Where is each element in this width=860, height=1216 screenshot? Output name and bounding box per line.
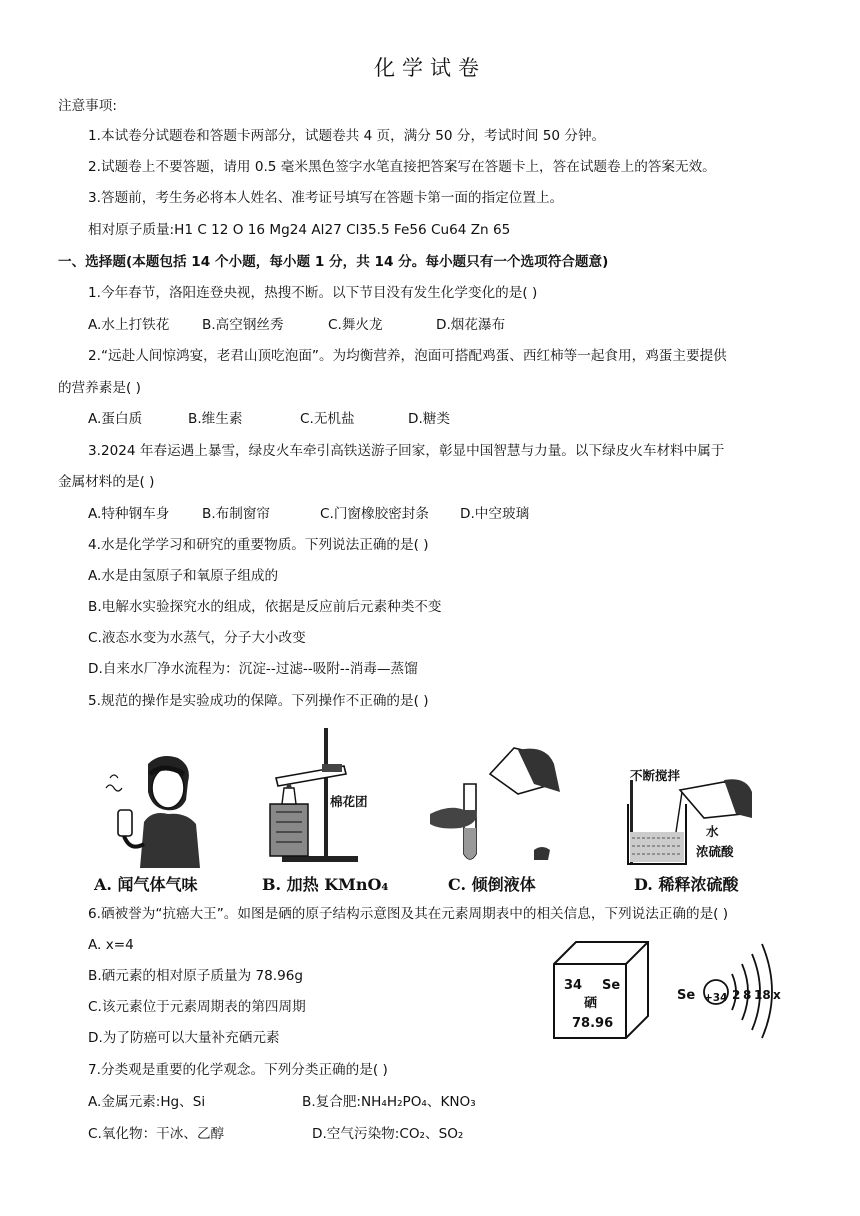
q2-option-c: C.无机盐 bbox=[300, 411, 355, 427]
notice-item-2: 2.试题卷上不要答题，请用 0.5 毫米黑色签字水笔直接把答案写在答题卡上，答在试题卷上的答案无效。 bbox=[88, 159, 716, 175]
q3-stem-line2: 金属材料的是( ) bbox=[58, 474, 155, 490]
q4-option-b: B.电解水实验探究水的组成，依据是反应前后元素种类不变 bbox=[88, 599, 442, 615]
acid-label: 浓硫酸 bbox=[696, 844, 734, 859]
q4-stem: 4.水是化学学习和研究的重要物质。下列说法正确的是( ) bbox=[88, 537, 429, 553]
shell-2: 8 bbox=[743, 988, 752, 1002]
q4-option-a: A.水是由氢原子和氧原子组成的 bbox=[88, 568, 279, 584]
q2-option-b: B.维生素 bbox=[188, 411, 243, 427]
shell-4: x bbox=[773, 988, 781, 1002]
atom-symbol: Se bbox=[677, 988, 696, 1003]
stir-label: 不断搅拌 bbox=[630, 768, 681, 783]
notice-item-1: 1.本试卷分试题卷和答题卡两部分，试题卷共 4 页，满分 50 分，考试时间 50 分钟。 bbox=[88, 128, 606, 144]
q5-caption-d: D. 稀释浓硫酸 bbox=[634, 875, 739, 894]
notice-heading: 注意事项: bbox=[58, 98, 117, 114]
q6-option-b: B.硒元素的相对原子质量为 78.96g bbox=[88, 968, 304, 984]
section-heading: 一、选择题(本题包括 14 个小题，每小题 1 分，共 14 分。每小题只有一个选项符合题意) bbox=[58, 254, 609, 270]
element-mass: 78.96 bbox=[572, 1016, 614, 1031]
notice-item-3: 3.答题前，考生务必将本人姓名、准考证号填写在答题卡第一面的指定位置上。 bbox=[88, 190, 564, 206]
dilute-acid-illustration bbox=[624, 778, 754, 868]
smell-gas-illustration bbox=[100, 752, 230, 868]
q6-option-c: C.该元素位于元素周期表的第四周期 bbox=[88, 999, 306, 1015]
q5-caption-b: B. 加热 KMnO₄ bbox=[262, 875, 389, 894]
water-label: 水 bbox=[706, 824, 719, 839]
q5-stem: 5.规范的操作是实验成功的保障。下列操作不正确的是( ) bbox=[88, 693, 429, 709]
cotton-label: 棉花团 bbox=[330, 794, 368, 809]
q1-stem: 1.今年春节，洛阳连登央视，热搜不断。以下节目没有发生化学变化的是( ) bbox=[88, 285, 538, 301]
q6-option-a: A. x=4 bbox=[88, 937, 134, 953]
q7-stem: 7.分类观是重要的化学观念。下列分类正确的是( ) bbox=[88, 1062, 388, 1078]
q3-option-b: B.布制窗帘 bbox=[202, 506, 271, 522]
q3-option-c: C.门窗橡胶密封条 bbox=[320, 506, 429, 522]
q2-option-d: D.糖类 bbox=[408, 411, 450, 427]
q7-option-d: D.空气污染物:CO₂、SO₂ bbox=[312, 1126, 464, 1142]
q2-option-a: A.蛋白质 bbox=[88, 411, 143, 427]
q4-option-c: C.液态水变为水蒸气，分子大小改变 bbox=[88, 630, 306, 646]
exam-title: 化学试卷 bbox=[374, 56, 486, 80]
q1-option-a: A.水上打铁花 bbox=[88, 317, 170, 333]
element-name: 硒 bbox=[584, 996, 598, 1011]
nucleus-charge: +34 bbox=[704, 992, 728, 1004]
element-number: 34 bbox=[564, 978, 583, 993]
q2-stem-line1: 2.“远赴人间惊鸿宴，老君山顶吃泡面”。为均衡营养，泡面可搭配鸡蛋、西红柿等一起食用，鸡蛋主要提供 bbox=[88, 348, 727, 364]
shell-3: 18 bbox=[754, 988, 771, 1002]
shell-1: 2 bbox=[732, 988, 741, 1002]
pour-liquid-illustration bbox=[430, 744, 570, 868]
q1-option-b: B.高空钢丝秀 bbox=[202, 317, 284, 333]
q3-option-d: D.中空玻璃 bbox=[460, 506, 530, 522]
q1-option-c: C.舞火龙 bbox=[328, 317, 383, 333]
q2-stem-line2: 的营养素是( ) bbox=[58, 380, 141, 396]
q7-option-c: C.氧化物：干冰、乙醇 bbox=[88, 1126, 225, 1142]
q5-caption-a: A. 闻气体气味 bbox=[94, 875, 198, 894]
q3-stem-line1: 3.2024 年春运遇上暴雪，绿皮火车牵引高铁送游子回家，彰显中国智慧与力量。以下绿皮火车材料中属于 bbox=[88, 443, 725, 459]
q7-option-b: B.复合肥:NH₄H₂PO₄、KNO₃ bbox=[302, 1094, 476, 1110]
element-symbol: Se bbox=[602, 978, 621, 993]
q7-option-a: A.金属元素:Hg、Si bbox=[88, 1094, 206, 1110]
q3-option-a: A.特种钢车身 bbox=[88, 506, 170, 522]
q4-option-d: D.自来水厂净水流程为：沉淀--过滤--吸附--消毒—蒸馏 bbox=[88, 661, 418, 677]
atomic-masses: 相对原子质量:H1 C 12 O 16 Mg24 Al27 Cl35.5 Fe56 Cu64 Zn 65 bbox=[88, 222, 511, 238]
q5-caption-c: C. 倾倒液体 bbox=[448, 875, 536, 894]
q6-stem: 6.硒被誉为“抗癌大王”。如图是硒的原子结构示意图及其在元素周期表中的相关信息，下列说法正确的是( ) bbox=[88, 906, 729, 922]
q1-option-d: D.烟花瀑布 bbox=[436, 317, 506, 333]
q6-option-d: D.为了防癌可以大量补充硒元素 bbox=[88, 1030, 280, 1046]
